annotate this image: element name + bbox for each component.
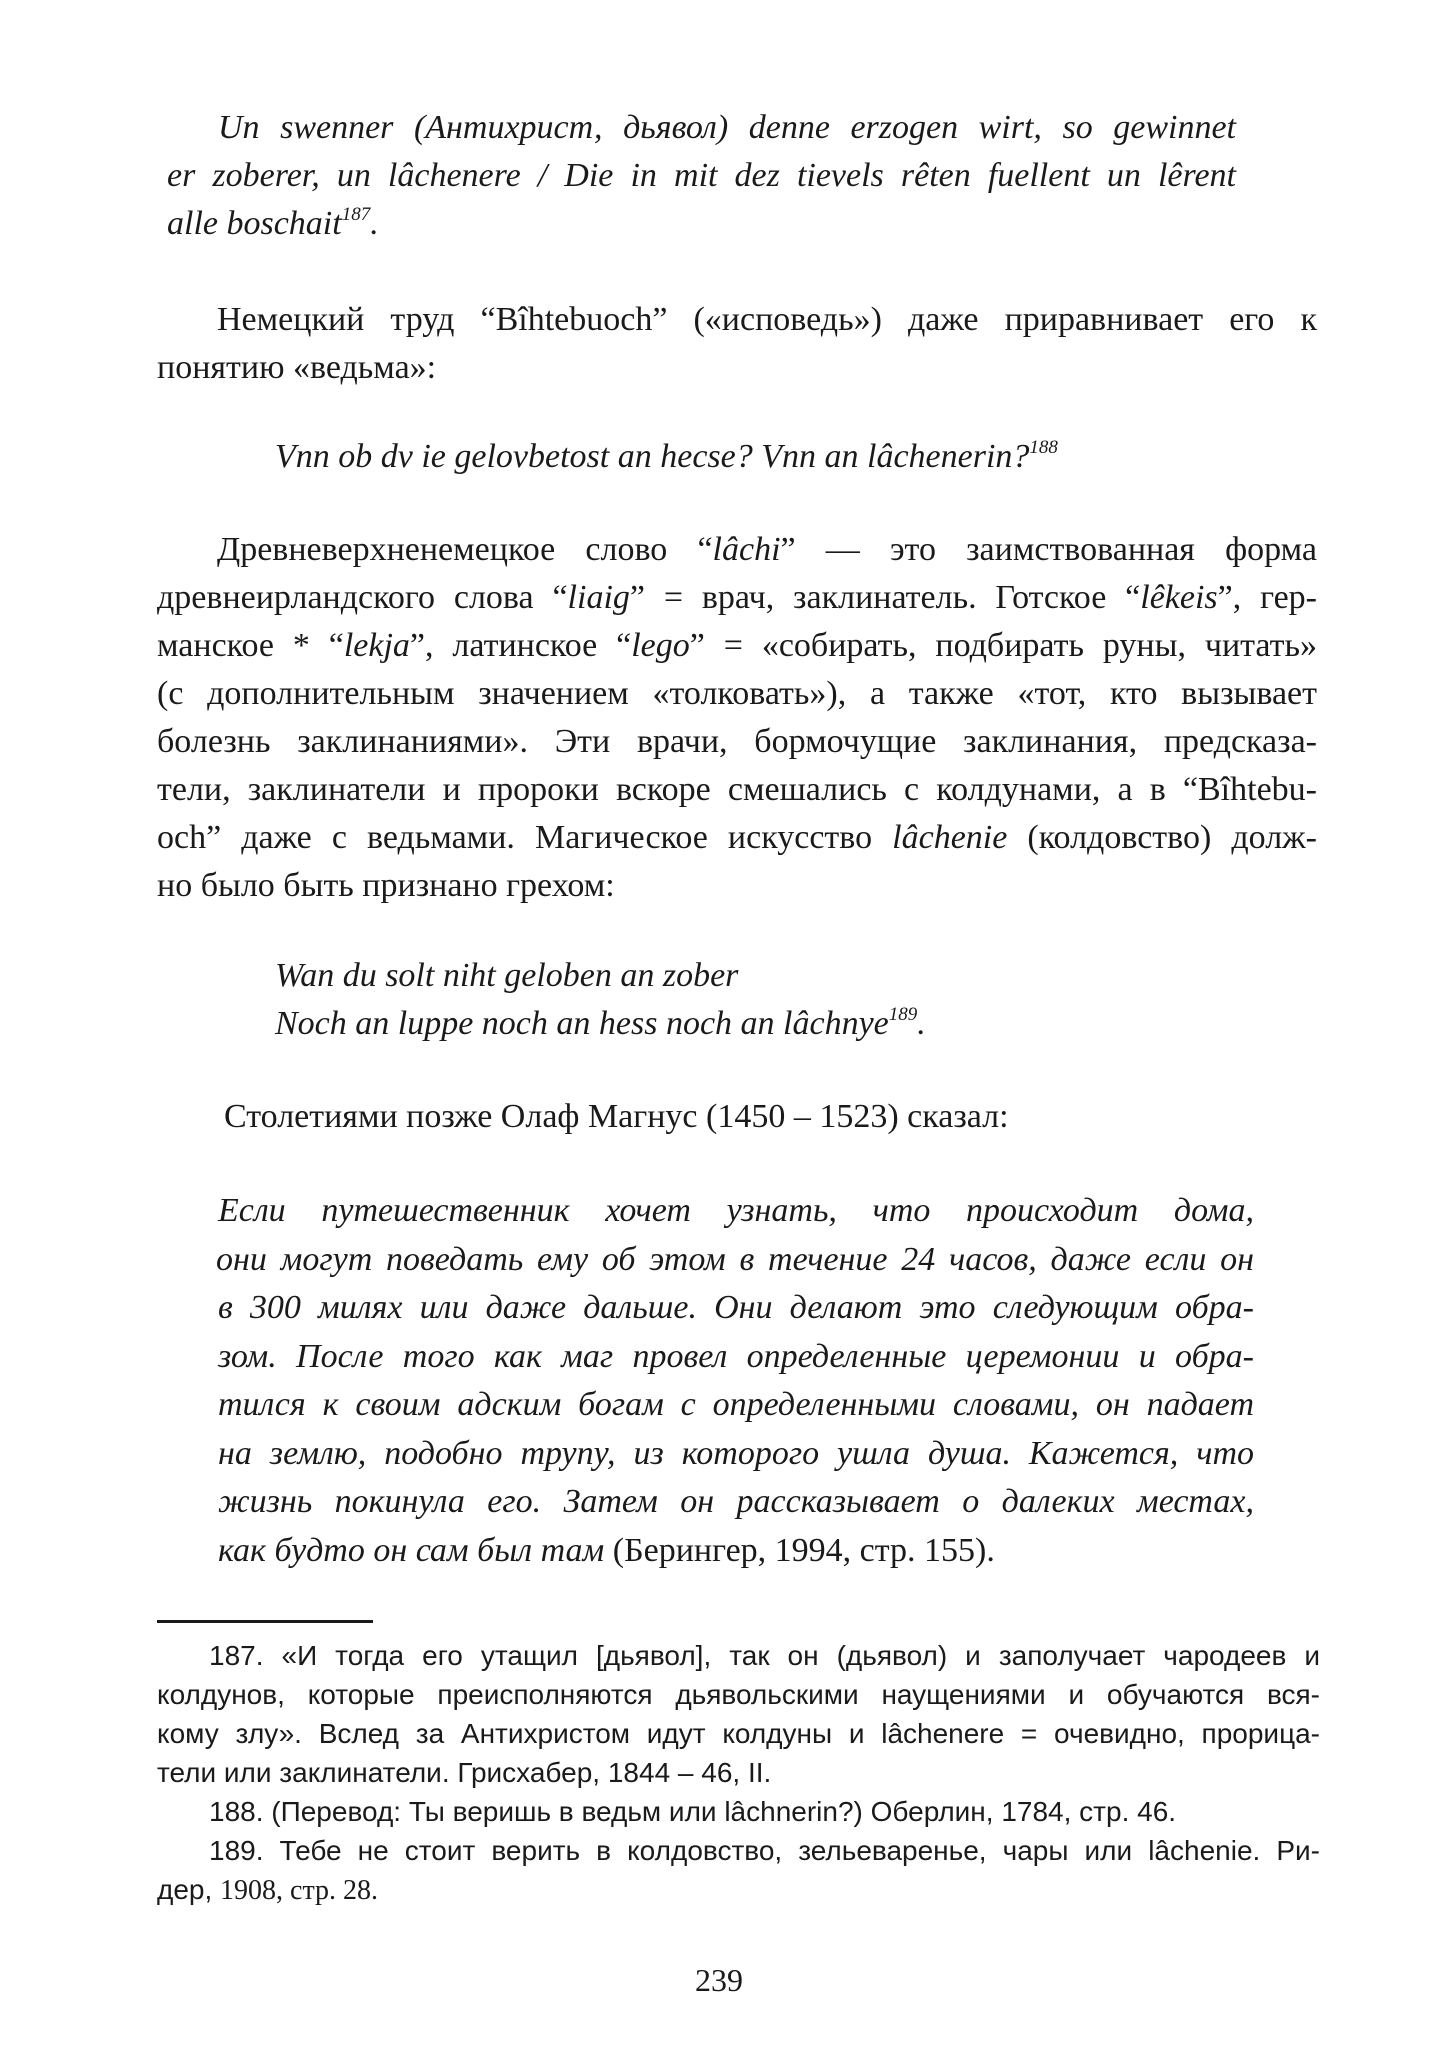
footnote-187-cont: колдунов, которые преисполняются дьявольскими наущениями и обучаются вся- — [157, 1679, 1320, 1710]
paragraph-line: Древневерхненемецкое слово “lâchi” — это заимствованная форма — [217, 531, 1317, 568]
paragraph-line: понятию «ведьма»: — [157, 349, 437, 386]
paragraph-olaus-magnus — [157, 1093, 1317, 1141]
paragraph-line: тели, заклинатели и пророки вскоре смешались с колдунами, а в “Bîhtebu- — [157, 771, 1317, 808]
paragraph-line: болезнь заклинаниями». Эти врачи, бормочущие заклинания, предсказа- — [157, 723, 1317, 760]
paragraph-line: Немецкий труд “Bîhtebuoch” («исповедь») даже приравнивает его к — [217, 301, 1317, 338]
paragraph-line: древнеирландского слова “liaig” = врач, заклинатель. Готское “lêkeis”, гер- — [157, 579, 1317, 616]
paragraph-line: но было быть признано грехом: — [157, 867, 615, 904]
quote-magnus — [218, 1187, 1254, 1575]
quote-line: как будто он сам был там (Берингер, 1994, стр. 155). — [218, 1531, 995, 1569]
paragraph-lachi-etymology — [157, 526, 1317, 910]
quote-line: Un swenner (Антихрист, дьявол) denne erzogen wirt, so gewinnet — [218, 109, 1236, 146]
page-number: 239 — [695, 1962, 743, 1998]
quote-line: жизнь покинула его. Затем он рассказывает о далеких местах, — [218, 1483, 1254, 1520]
paragraph-line: Столетиями позже Олаф Магнус (1450 – 1523) сказал: — [224, 1098, 1009, 1135]
quote-line: er zoberer, un lâchenere / Die in mit dez tievels rêten fuellent un lêrent — [167, 157, 1236, 194]
quote-line: Если путешественник хочет узнать, что происходит дома, — [218, 1192, 1254, 1229]
quote-line: Noch an luppe noch an hess noch an lâchnye$^{189}$. — [275, 1004, 926, 1042]
footnote-189: 189. Тебе не стоит верить в колдовство, зельеваренье, чары или lâchenie. Ри- — [209, 1835, 1320, 1866]
quote-line: Wan du solt niht geloben an zober — [275, 957, 739, 994]
footnotes — [157, 1636, 1320, 1910]
quote-line: в 300 милях или даже дальше. Они делают это следующим обра- — [218, 1289, 1254, 1326]
quote-bihtebuoch — [275, 433, 1058, 481]
footnote-ref-187[interactable]: 187 — [341, 204, 371, 225]
footnote-ref-188[interactable]: 188 — [1029, 437, 1058, 458]
quote-line: тился к своим адским богам с определенными словами, он падает — [218, 1386, 1254, 1423]
quote-line: Vnn ob dv ie gelovbetost an hecse? Vnn an lâchenerin?$^{188}$ — [275, 437, 1058, 475]
footnote-188: 188. (Перевод: Ты веришь в ведьм или lâchnerin?) Оберлин, 1784, стр. 46. — [209, 1796, 1177, 1827]
footnote-separator — [157, 1620, 373, 1623]
footnote-187-cont: тели или заклинатели. Грисхабер, 1844 – 46, II. — [157, 1757, 772, 1788]
paragraph-line: (с дополнительным значением «толковать»), а также «тот, кто вызывает — [157, 675, 1317, 712]
quote-line: зом. После того как маг провел определенные церемонии и обра- — [218, 1337, 1254, 1375]
paragraph-line: och” даже с ведьмами. Магическое искусство lâchenie (колдовство) долж- — [157, 819, 1317, 856]
footnote-187: 187. «И тогда его утащил [дьявол], так он (дьявол) и заполучает чародеев и — [209, 1640, 1320, 1671]
quote-zober — [275, 952, 926, 1048]
paragraph-line: манское * “lekja”, латинское “lego” = «собирать, подбирать руны, читать» — [157, 627, 1317, 664]
footnote-187-cont: кому злу». Вслед за Антихристом идут колдуны и lâchenere = очевидно, прорица- — [157, 1718, 1320, 1749]
footnote-ref-189[interactable]: 189 — [888, 1004, 918, 1025]
quote-line: они могут поведать ему об этом в течение 24 часов, даже если он — [216, 1240, 1254, 1278]
quote-middle-high-german — [167, 104, 1236, 248]
paragraph-bihtebuoch — [157, 296, 1317, 392]
footnote-189-cont: дер, 1908, стр. 28. — [157, 1874, 379, 1906]
quote-line: alle boschait$^{187}$. — [167, 204, 379, 242]
quote-line: на землю, подобно трупу, из которого ушла душа. Кажется, что — [218, 1434, 1254, 1472]
